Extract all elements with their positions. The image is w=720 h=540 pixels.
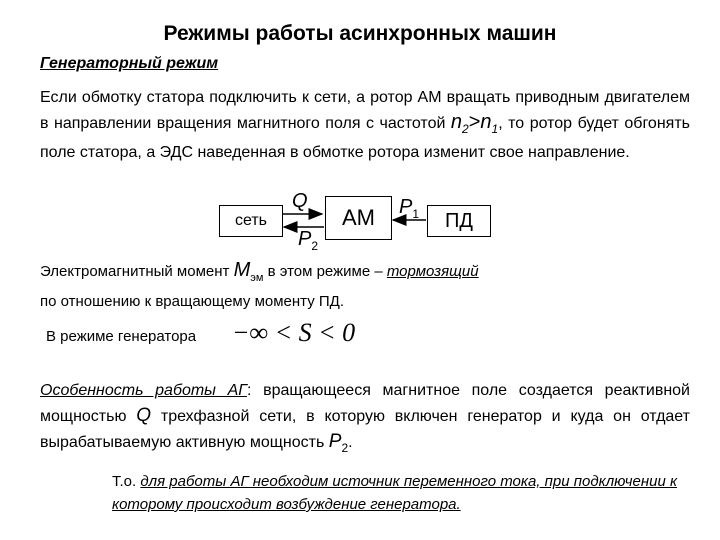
generator-mode-label: В режиме генератора <box>46 328 197 345</box>
section-subtitle: Генераторный режим <box>40 55 219 72</box>
feature-paragraph: Особенность работы АГ: вращающееся магнитное поле создается реактивной мощностью Q трехфазной сети, в которую включен генератор и куда он отдает вырабатываемую активную мощность $P_2$. <box>40 382 691 455</box>
braking-term: тормозящий <box>386 263 479 280</box>
p1-label: $P_1$ <box>399 196 420 221</box>
intro-text-1: Если обмотку статора подключить к сети, а ротор АМ вращать приводным двигателем в направлении вращения магнитного поля с частотой <box>40 89 690 132</box>
pd-box: ПД <box>427 205 491 237</box>
am-box: АМ <box>325 196 392 240</box>
q-label: Q <box>292 190 308 212</box>
slide-title: Режимы работы асинхронных машин <box>163 22 557 45</box>
conclusion-paragraph: Т.о. для работы АГ необходим источник переменного тока, при подключении к которому происходит возбуждение генератора. <box>112 473 678 513</box>
feature-lead: Особенность работы АГ <box>40 382 247 399</box>
n2-symbol: $n_2>n_1$ <box>450 111 499 136</box>
grid-box: сеть <box>219 205 283 237</box>
intro-paragraph <box>40 86 690 165</box>
moment-paragraph: Электромагнитный момент $M_{эм}$ в этом режиме – тормозящий по отношению к вращающему моменту ПД. <box>40 259 479 310</box>
p2-label: $P_2$ <box>298 228 319 253</box>
conclusion-text: для работы АГ необходим источник переменного тока, при подключении к которому происходит возбуждение генератора. <box>112 473 678 513</box>
p2-symbol: $P_2$ <box>328 431 349 455</box>
m-em-symbol: $M_{эм}$ <box>233 259 264 284</box>
slip-range-formula: −∞ < S < 0 <box>232 318 356 347</box>
intro-text-2: , то ротор будет обгонять поле статора, а ЭДС наведенная в обмотке ротора изменит свое направление. <box>40 115 690 161</box>
